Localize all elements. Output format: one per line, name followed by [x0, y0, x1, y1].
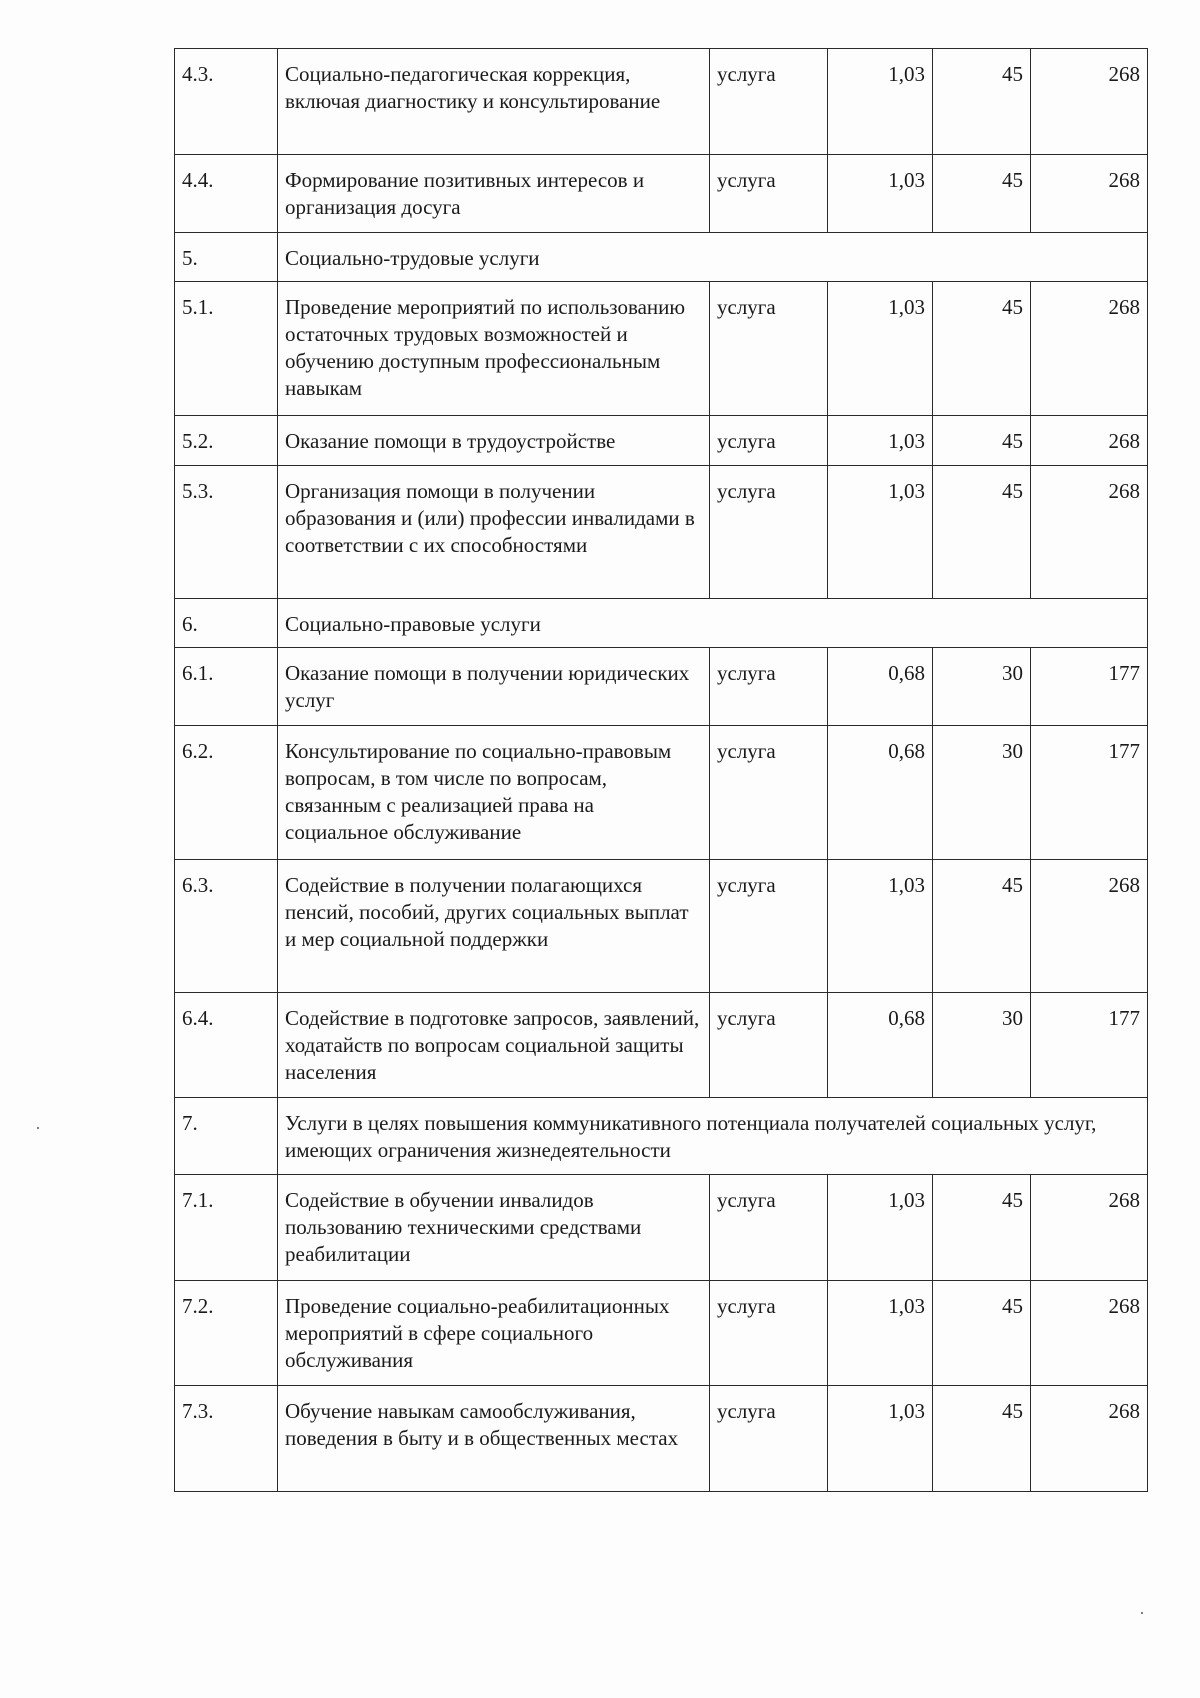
row-number: 6.2.: [175, 726, 278, 860]
row-number: 7.1.: [175, 1175, 278, 1281]
table-row: [175, 726, 1148, 860]
unit-cell: услуга: [710, 282, 828, 416]
unit-cell: услуга: [710, 155, 828, 233]
row-number: 4.3.: [175, 49, 278, 155]
value-cell-3: 268: [1031, 155, 1148, 233]
value-cell-1: 1,03: [828, 49, 933, 155]
row-number: 6.: [175, 599, 278, 648]
value-cell-1: 1,03: [828, 466, 933, 599]
service-name: Содействие в подготовке запросов, заявлений, ходатайств по вопросам социальной защиты населения: [278, 993, 710, 1098]
section-title: Социально-правовые услуги: [278, 599, 1148, 648]
section-title: Услуги в целях повышения коммуникативного потенциала получателей социальных услуг, имеющих ограничения жизнедеятельности: [278, 1098, 1148, 1175]
table-row: [175, 155, 1148, 233]
value-cell-1: 1,03: [828, 416, 933, 466]
value-cell-3: 177: [1031, 993, 1148, 1098]
section-row: [175, 233, 1148, 282]
value-cell-2: 45: [933, 466, 1031, 599]
service-name: Проведение социально-реабилитационных мероприятий в сфере социального обслуживания: [278, 1281, 710, 1386]
value-cell-1: 1,03: [828, 1386, 933, 1492]
table-row: [175, 466, 1148, 599]
value-cell-2: 30: [933, 993, 1031, 1098]
service-name: Проведение мероприятий по использованию остаточных трудовых возможностей и обучению доступным профессиональным навыкам: [278, 282, 710, 416]
value-cell-2: 45: [933, 860, 1031, 993]
value-cell-3: 268: [1031, 1175, 1148, 1281]
value-cell-1: 1,03: [828, 155, 933, 233]
value-cell-2: 45: [933, 49, 1031, 155]
value-cell-2: 45: [933, 1386, 1031, 1492]
value-cell-1: 1,03: [828, 282, 933, 416]
row-number: 7.2.: [175, 1281, 278, 1386]
value-cell-3: 268: [1031, 416, 1148, 466]
value-cell-3: 268: [1031, 282, 1148, 416]
table-row: [175, 993, 1148, 1098]
service-name: Оказание помощи в трудоустройстве: [278, 416, 710, 466]
unit-cell: услуга: [710, 416, 828, 466]
table-row: [175, 648, 1148, 726]
unit-cell: услуга: [710, 49, 828, 155]
value-cell-3: 268: [1031, 860, 1148, 993]
table-row: [175, 416, 1148, 466]
scan-speck: [37, 1127, 39, 1129]
value-cell-3: 177: [1031, 648, 1148, 726]
service-name: Формирование позитивных интересов и организация досуга: [278, 155, 710, 233]
table-body: [175, 49, 1148, 1492]
row-number: 5.3.: [175, 466, 278, 599]
unit-cell: услуга: [710, 648, 828, 726]
service-name: Консультирование по социально-правовым вопросам, в том числе по вопросам, связанным с реализацией права на социальное обслуживание: [278, 726, 710, 860]
value-cell-2: 45: [933, 1175, 1031, 1281]
value-cell-3: 268: [1031, 1281, 1148, 1386]
unit-cell: услуга: [710, 1281, 828, 1386]
table-row: [175, 1281, 1148, 1386]
row-number: 5.2.: [175, 416, 278, 466]
row-number: 7.3.: [175, 1386, 278, 1492]
service-name: Содействие в обучении инвалидов пользованию техническими средствами реабилитации: [278, 1175, 710, 1281]
value-cell-1: 1,03: [828, 1175, 933, 1281]
value-cell-3: 268: [1031, 466, 1148, 599]
service-name: Оказание помощи в получении юридических услуг: [278, 648, 710, 726]
row-number: 5.: [175, 233, 278, 282]
value-cell-1: 1,03: [828, 860, 933, 993]
section-row: [175, 1098, 1148, 1175]
value-cell-3: 177: [1031, 726, 1148, 860]
table-row: [175, 282, 1148, 416]
value-cell-1: 0,68: [828, 993, 933, 1098]
value-cell-2: 45: [933, 1281, 1031, 1386]
service-name: Организация помощи в получении образования и (или) профессии инвалидами в соответствии с их способностями: [278, 466, 710, 599]
scan-speck: [1141, 1612, 1143, 1614]
value-cell-1: 1,03: [828, 1281, 933, 1386]
value-cell-2: 45: [933, 282, 1031, 416]
services-table: [174, 48, 1148, 1492]
value-cell-1: 0,68: [828, 726, 933, 860]
unit-cell: услуга: [710, 466, 828, 599]
row-number: 4.4.: [175, 155, 278, 233]
table-row: [175, 860, 1148, 993]
unit-cell: услуга: [710, 993, 828, 1098]
unit-cell: услуга: [710, 860, 828, 993]
service-name: Содействие в получении полагающихся пенсий, пособий, других социальных выплат и мер социальной поддержки: [278, 860, 710, 993]
value-cell-1: 0,68: [828, 648, 933, 726]
service-name: Социально-педагогическая коррекция, включая диагностику и консультирование: [278, 49, 710, 155]
value-cell-2: 30: [933, 648, 1031, 726]
value-cell-2: 45: [933, 155, 1031, 233]
service-name: Обучение навыкам самообслуживания, поведения в быту и в общественных местах: [278, 1386, 710, 1492]
unit-cell: услуга: [710, 726, 828, 860]
row-number: 6.4.: [175, 993, 278, 1098]
value-cell-3: 268: [1031, 49, 1148, 155]
section-row: [175, 599, 1148, 648]
table-row: [175, 49, 1148, 155]
unit-cell: услуга: [710, 1175, 828, 1281]
row-number: 7.: [175, 1098, 278, 1175]
value-cell-3: 268: [1031, 1386, 1148, 1492]
value-cell-2: 30: [933, 726, 1031, 860]
section-title: Социально-трудовые услуги: [278, 233, 1148, 282]
table-row: [175, 1175, 1148, 1281]
unit-cell: услуга: [710, 1386, 828, 1492]
table-row: [175, 1386, 1148, 1492]
value-cell-2: 45: [933, 416, 1031, 466]
row-number: 5.1.: [175, 282, 278, 416]
row-number: 6.1.: [175, 648, 278, 726]
row-number: 6.3.: [175, 860, 278, 993]
